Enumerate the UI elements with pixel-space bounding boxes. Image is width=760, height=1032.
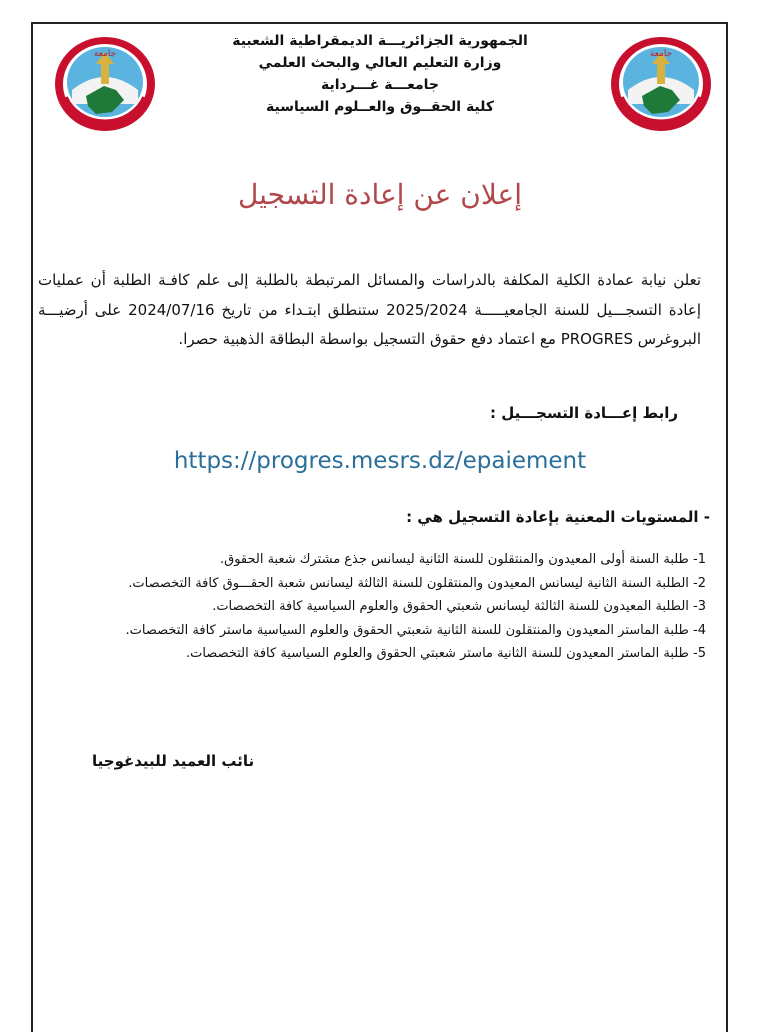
list-item: 2- الطلبة السنة الثانية ليسانس المعيدون والمنتقلون للسنة الثالثة ليسانس شعبة الحقـــوق كافة التخصصات. xyxy=(128,575,706,591)
registration-link-label: رابط إعـــادة التسجـــيل : xyxy=(490,404,678,422)
list-item: 1- طلبة السنة أولى المعيدون والمنتقلون للسنة الثانية ليسانس جذع مشترك شعبة الحقوق. xyxy=(219,552,706,567)
svg-text:جامعة: جامعة xyxy=(93,49,117,59)
republic-name: الجمهورية الجزائريـــة الديمقراطية الشعبية xyxy=(232,33,528,49)
announcement-title: إعلان عن إعادة التسجيل xyxy=(237,178,523,211)
svg-text:جامعة: جامعة xyxy=(649,49,673,59)
list-item: 4- طلبة الماستر المعيدون والمنتقلون للسنة الثانية شعبتي الحقوق والعلوم السياسية ماستر كافة التخصصات. xyxy=(125,622,706,638)
ministry-name: وزارة التعليم العالي والبحث العلمي xyxy=(258,55,502,71)
university-seal-icon xyxy=(52,34,158,134)
levels-list xyxy=(36,548,706,666)
university-seal-icon xyxy=(608,34,714,134)
announcement-body: تعلن نيابة عمادة الكلية المكلفة بالدراسات والمسائل المرتبطة بالطلبة إلى علم كافـة الطلبة أن عمليات إعادة التسجـــيل للسنة الجامعيـــــة 2025/2024 ستنطلق ابتـداء من تاريخ 2024/07/16 على أرضيـــة البروغرس PROGRES مع اعتماد دفع حقوق التسجيل بواسطة البطاقة الذهبية حصرا. xyxy=(38,271,701,348)
list-item: 3- الطلبة المعيدون للسنة الثالثة ليسانس شعبتي الحقوق والعلوم السياسية كافة التخصصات. xyxy=(212,599,706,614)
registration-link[interactable]: https://progres.mesrs.dz/epaiement xyxy=(173,448,587,474)
page-frame xyxy=(31,22,728,1032)
list-item: 5- طلبة الماستر المعيدون للسنة الثانية ماستر شعبتي الحقوق والعلوم السياسية كافة التخصصات. xyxy=(185,646,706,661)
levels-heading: - المستويات المعنية بإعادة التسجيل هي : xyxy=(406,508,710,526)
document-header xyxy=(200,30,560,118)
university-name: جامعـــة غـــرداية xyxy=(321,77,439,93)
signature-title: نائب العميد للبيدغوجيا xyxy=(92,752,255,770)
faculty-name: كلية الحقــوق والعــلوم السياسية xyxy=(266,99,494,115)
